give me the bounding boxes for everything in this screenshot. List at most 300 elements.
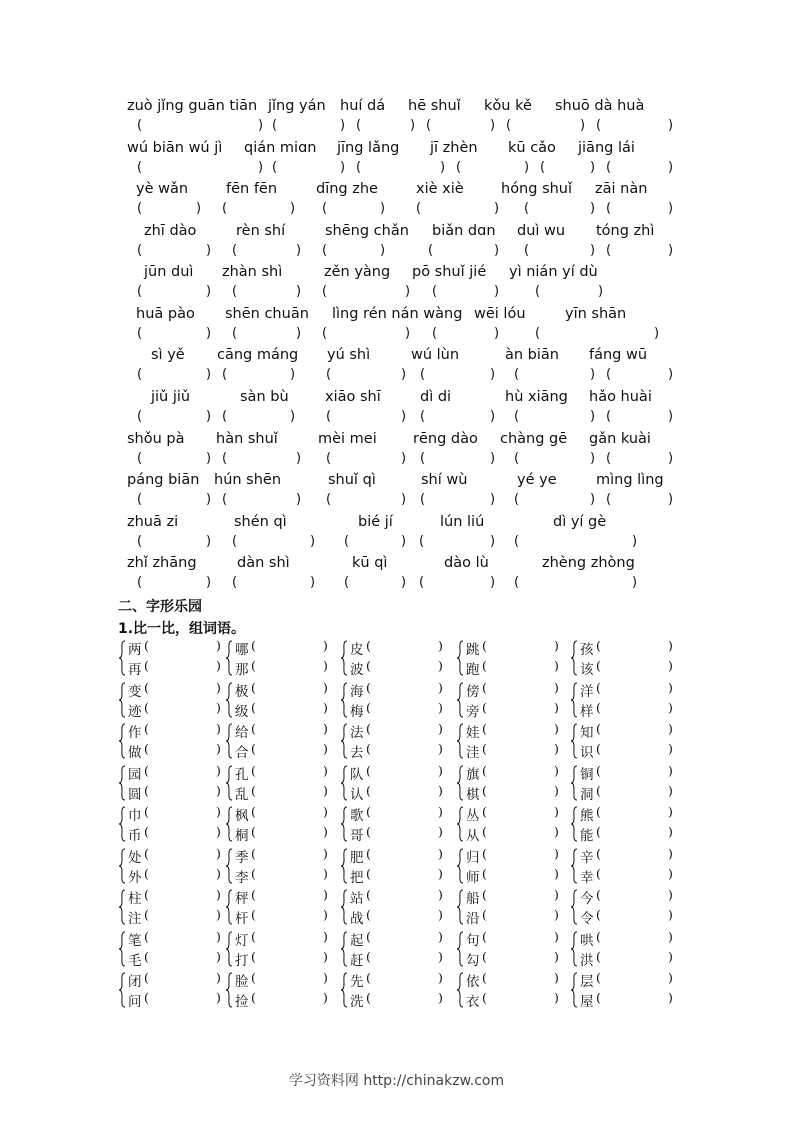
answer-blank-close[interactable]: ) (438, 948, 443, 964)
answer-blank-close[interactable]: ) (554, 907, 559, 922)
answer-blank-close[interactable]: ) (216, 741, 221, 756)
answer-blank-close[interactable]: ) (206, 409, 212, 424)
answer-blank-open[interactable]: ( (596, 865, 601, 881)
answer-blank-close[interactable]: ) (590, 451, 596, 466)
answer-blank-close[interactable]: ) (668, 201, 674, 216)
answer-blank-close[interactable]: ) (590, 201, 596, 216)
answer-blank-close[interactable]: ) (668, 990, 673, 1005)
answer-blank-close[interactable]: ) (438, 804, 443, 819)
answer-blank-close[interactable]: ) (196, 201, 202, 216)
answer-blank-open[interactable]: ( (144, 970, 149, 985)
answer-blank-open[interactable]: ( (137, 575, 143, 590)
answer-blank-open[interactable]: ( (596, 907, 601, 922)
answer-blank-open[interactable]: ( (482, 679, 487, 695)
answer-blank-open[interactable]: ( (251, 865, 256, 881)
answer-blank-close[interactable]: ) (323, 699, 328, 715)
answer-blank-open[interactable]: ( (144, 658, 149, 673)
answer-blank-close[interactable]: ) (668, 699, 673, 715)
answer-blank-open[interactable]: ( (419, 534, 425, 549)
answer-blank-close[interactable]: ) (323, 762, 328, 778)
answer-blank-close[interactable]: ) (216, 699, 221, 715)
answer-blank-close[interactable]: ) (296, 284, 302, 299)
answer-blank-close[interactable]: ) (258, 118, 264, 133)
answer-blank-close[interactable]: ) (323, 970, 328, 985)
answer-blank-open[interactable]: ( (232, 326, 238, 341)
answer-blank-close[interactable]: ) (668, 845, 673, 861)
answer-blank-open[interactable]: ( (144, 948, 149, 964)
answer-blank-open[interactable]: ( (251, 658, 256, 673)
answer-blank-close[interactable]: ) (323, 907, 328, 922)
answer-blank-close[interactable]: ) (438, 741, 443, 756)
answer-blank-close[interactable]: ) (554, 782, 559, 798)
answer-blank-close[interactable]: ) (668, 741, 673, 756)
answer-blank-close[interactable]: ) (554, 928, 559, 944)
answer-blank-close[interactable]: ) (438, 990, 443, 1005)
answer-blank-open[interactable]: ( (606, 243, 612, 258)
answer-blank-open[interactable]: ( (222, 367, 228, 382)
answer-blank-close[interactable]: ) (668, 679, 673, 695)
answer-blank-open[interactable]: ( (366, 804, 371, 819)
answer-blank-open[interactable]: ( (322, 201, 328, 216)
answer-blank-open[interactable]: ( (251, 887, 256, 902)
answer-blank-open[interactable]: ( (137, 243, 143, 258)
answer-blank-close[interactable]: ) (554, 804, 559, 819)
answer-blank-open[interactable]: ( (251, 762, 256, 778)
answer-blank-close[interactable]: ) (323, 741, 328, 756)
answer-blank-close[interactable]: ) (380, 243, 386, 258)
answer-blank-close[interactable]: ) (494, 284, 500, 299)
answer-blank-open[interactable]: ( (596, 679, 601, 695)
answer-blank-close[interactable]: ) (668, 887, 673, 902)
answer-blank-open[interactable]: ( (144, 782, 149, 798)
answer-blank-close[interactable]: ) (490, 534, 496, 549)
answer-blank-open[interactable]: ( (420, 409, 426, 424)
answer-blank-close[interactable]: ) (668, 907, 673, 922)
answer-blank-close[interactable]: ) (490, 367, 496, 382)
answer-blank-close[interactable]: ) (216, 970, 221, 985)
answer-blank-close[interactable]: ) (632, 575, 638, 590)
answer-blank-open[interactable]: ( (596, 970, 601, 985)
answer-blank-open[interactable]: ( (322, 326, 328, 341)
answer-blank-open[interactable]: ( (514, 451, 520, 466)
answer-blank-open[interactable]: ( (482, 699, 487, 715)
answer-blank-open[interactable]: ( (606, 201, 612, 216)
answer-blank-open[interactable]: ( (137, 534, 143, 549)
answer-blank-open[interactable]: ( (251, 638, 256, 653)
answer-blank-open[interactable]: ( (514, 492, 520, 507)
answer-blank-open[interactable]: ( (596, 638, 601, 653)
answer-blank-open[interactable]: ( (482, 990, 487, 1005)
answer-blank-close[interactable]: ) (438, 699, 443, 715)
answer-blank-open[interactable]: ( (251, 970, 256, 985)
answer-blank-open[interactable]: ( (606, 492, 612, 507)
answer-blank-open[interactable]: ( (606, 160, 612, 175)
answer-blank-close[interactable]: ) (554, 638, 559, 653)
answer-blank-open[interactable]: ( (482, 887, 487, 902)
answer-blank-close[interactable]: ) (668, 948, 673, 964)
answer-blank-open[interactable]: ( (251, 804, 256, 819)
answer-blank-close[interactable]: ) (590, 492, 596, 507)
answer-blank-close[interactable]: ) (216, 721, 221, 736)
answer-blank-open[interactable]: ( (232, 575, 238, 590)
answer-blank-close[interactable]: ) (438, 782, 443, 798)
answer-blank-open[interactable]: ( (251, 782, 256, 798)
answer-blank-open[interactable]: ( (251, 990, 256, 1005)
answer-blank-open[interactable]: ( (416, 201, 422, 216)
answer-blank-close[interactable]: ) (554, 948, 559, 964)
answer-blank-open[interactable]: ( (596, 948, 601, 964)
answer-blank-close[interactable]: ) (380, 201, 386, 216)
answer-blank-close[interactable]: ) (216, 679, 221, 695)
answer-blank-open[interactable]: ( (144, 824, 149, 839)
answer-blank-open[interactable]: ( (137, 284, 143, 299)
answer-blank-close[interactable]: ) (323, 887, 328, 902)
answer-blank-close[interactable]: ) (216, 804, 221, 819)
answer-blank-close[interactable]: ) (668, 243, 674, 258)
answer-blank-close[interactable]: ) (524, 160, 530, 175)
answer-blank-close[interactable]: ) (323, 679, 328, 695)
answer-blank-open[interactable]: ( (524, 201, 530, 216)
answer-blank-open[interactable]: ( (251, 948, 256, 964)
answer-blank-open[interactable]: ( (596, 658, 601, 673)
answer-blank-open[interactable]: ( (137, 367, 143, 382)
answer-blank-close[interactable]: ) (438, 824, 443, 839)
answer-blank-open[interactable]: ( (482, 762, 487, 778)
answer-blank-close[interactable]: ) (590, 160, 596, 175)
answer-blank-open[interactable]: ( (596, 804, 601, 819)
answer-blank-close[interactable]: ) (554, 741, 559, 756)
answer-blank-close[interactable]: ) (554, 970, 559, 985)
answer-blank-open[interactable]: ( (251, 721, 256, 736)
answer-blank-close[interactable]: ) (290, 367, 296, 382)
answer-blank-open[interactable]: ( (356, 160, 362, 175)
answer-blank-open[interactable]: ( (137, 160, 143, 175)
answer-blank-open[interactable]: ( (144, 638, 149, 653)
answer-blank-open[interactable]: ( (251, 679, 256, 695)
answer-blank-open[interactable]: ( (251, 928, 256, 944)
answer-blank-close[interactable]: ) (554, 865, 559, 881)
answer-blank-open[interactable]: ( (596, 782, 601, 798)
answer-blank-close[interactable]: ) (323, 804, 328, 819)
answer-blank-open[interactable]: ( (596, 845, 601, 861)
answer-blank-open[interactable]: ( (482, 845, 487, 861)
answer-blank-open[interactable]: ( (366, 699, 371, 715)
answer-blank-open[interactable]: ( (344, 534, 350, 549)
answer-blank-open[interactable]: ( (344, 575, 350, 590)
answer-blank-open[interactable]: ( (251, 845, 256, 861)
answer-blank-open[interactable]: ( (144, 907, 149, 922)
answer-blank-close[interactable]: ) (401, 367, 407, 382)
answer-blank-close[interactable]: ) (668, 492, 674, 507)
answer-blank-open[interactable]: ( (482, 970, 487, 985)
answer-blank-open[interactable]: ( (596, 824, 601, 839)
answer-blank-close[interactable]: ) (216, 865, 221, 881)
answer-blank-close[interactable]: ) (654, 326, 660, 341)
answer-blank-open[interactable]: ( (232, 243, 238, 258)
answer-blank-close[interactable]: ) (554, 721, 559, 736)
answer-blank-open[interactable]: ( (137, 118, 143, 133)
answer-blank-open[interactable]: ( (144, 928, 149, 944)
answer-blank-open[interactable]: ( (514, 534, 520, 549)
answer-blank-close[interactable]: ) (216, 990, 221, 1005)
answer-blank-open[interactable]: ( (366, 762, 371, 778)
answer-blank-open[interactable]: ( (596, 887, 601, 902)
answer-blank-close[interactable]: ) (494, 201, 500, 216)
answer-blank-open[interactable]: ( (482, 907, 487, 922)
answer-blank-open[interactable]: ( (514, 575, 520, 590)
answer-blank-open[interactable]: ( (326, 492, 332, 507)
answer-blank-open[interactable]: ( (606, 451, 612, 466)
answer-blank-close[interactable]: ) (310, 534, 316, 549)
answer-blank-open[interactable]: ( (366, 845, 371, 861)
answer-blank-open[interactable]: ( (366, 721, 371, 736)
answer-blank-close[interactable]: ) (206, 492, 212, 507)
answer-blank-open[interactable]: ( (366, 887, 371, 902)
answer-blank-open[interactable]: ( (514, 367, 520, 382)
answer-blank-open[interactable]: ( (524, 243, 530, 258)
answer-blank-close[interactable]: ) (554, 658, 559, 673)
answer-blank-open[interactable]: ( (322, 284, 328, 299)
answer-blank-close[interactable]: ) (323, 658, 328, 673)
answer-blank-open[interactable]: ( (222, 492, 228, 507)
answer-blank-close[interactable]: ) (494, 243, 500, 258)
answer-blank-close[interactable]: ) (438, 658, 443, 673)
answer-blank-close[interactable]: ) (206, 284, 212, 299)
answer-blank-open[interactable]: ( (420, 492, 426, 507)
answer-blank-close[interactable]: ) (490, 409, 496, 424)
answer-blank-close[interactable]: ) (216, 762, 221, 778)
answer-blank-open[interactable]: ( (366, 970, 371, 985)
answer-blank-close[interactable]: ) (216, 887, 221, 902)
answer-blank-open[interactable]: ( (366, 741, 371, 756)
answer-blank-open[interactable]: ( (137, 492, 143, 507)
answer-blank-close[interactable]: ) (296, 326, 302, 341)
answer-blank-open[interactable]: ( (232, 534, 238, 549)
answer-blank-close[interactable]: ) (668, 451, 674, 466)
answer-blank-close[interactable]: ) (340, 160, 346, 175)
answer-blank-close[interactable]: ) (668, 658, 673, 673)
answer-blank-open[interactable]: ( (482, 782, 487, 798)
answer-blank-close[interactable]: ) (438, 721, 443, 736)
answer-blank-close[interactable]: ) (668, 721, 673, 736)
answer-blank-close[interactable]: ) (401, 451, 407, 466)
answer-blank-open[interactable]: ( (144, 845, 149, 861)
answer-blank-close[interactable]: ) (438, 845, 443, 861)
answer-blank-open[interactable]: ( (232, 284, 238, 299)
answer-blank-open[interactable]: ( (356, 118, 362, 133)
answer-blank-close[interactable]: ) (296, 243, 302, 258)
answer-blank-open[interactable]: ( (419, 575, 425, 590)
answer-blank-close[interactable]: ) (323, 782, 328, 798)
answer-blank-open[interactable]: ( (426, 118, 432, 133)
answer-blank-open[interactable]: ( (596, 741, 601, 756)
answer-blank-open[interactable]: ( (222, 451, 228, 466)
answer-blank-open[interactable]: ( (482, 658, 487, 673)
answer-blank-close[interactable]: ) (405, 284, 411, 299)
answer-blank-open[interactable]: ( (137, 201, 143, 216)
answer-blank-open[interactable]: ( (251, 907, 256, 922)
answer-blank-open[interactable]: ( (322, 243, 328, 258)
answer-blank-close[interactable]: ) (323, 721, 328, 736)
answer-blank-open[interactable]: ( (366, 638, 371, 653)
answer-blank-close[interactable]: ) (490, 451, 496, 466)
answer-blank-close[interactable]: ) (290, 409, 296, 424)
answer-blank-open[interactable]: ( (272, 160, 278, 175)
answer-blank-close[interactable]: ) (310, 575, 316, 590)
answer-blank-open[interactable]: ( (326, 367, 332, 382)
answer-blank-close[interactable]: ) (401, 409, 407, 424)
answer-blank-open[interactable]: ( (596, 721, 601, 736)
answer-blank-close[interactable]: ) (401, 575, 407, 590)
answer-blank-open[interactable]: ( (366, 907, 371, 922)
answer-blank-open[interactable]: ( (144, 679, 149, 695)
answer-blank-close[interactable]: ) (440, 160, 446, 175)
answer-blank-open[interactable]: ( (514, 409, 520, 424)
answer-blank-close[interactable]: ) (554, 679, 559, 695)
answer-blank-close[interactable]: ) (438, 865, 443, 881)
answer-blank-close[interactable]: ) (668, 782, 673, 798)
answer-blank-close[interactable]: ) (410, 118, 416, 133)
answer-blank-close[interactable]: ) (216, 948, 221, 964)
answer-blank-close[interactable]: ) (632, 534, 638, 549)
answer-blank-close[interactable]: ) (668, 804, 673, 819)
answer-blank-open[interactable]: ( (482, 928, 487, 944)
answer-blank-open[interactable]: ( (366, 865, 371, 881)
answer-blank-open[interactable]: ( (428, 243, 434, 258)
answer-blank-open[interactable]: ( (137, 326, 143, 341)
answer-blank-open[interactable]: ( (137, 409, 143, 424)
answer-blank-close[interactable]: ) (206, 451, 212, 466)
answer-blank-close[interactable]: ) (438, 928, 443, 944)
answer-blank-close[interactable]: ) (206, 243, 212, 258)
answer-blank-open[interactable]: ( (144, 865, 149, 881)
answer-blank-open[interactable]: ( (222, 409, 228, 424)
answer-blank-close[interactable]: ) (323, 948, 328, 964)
answer-blank-open[interactable]: ( (596, 928, 601, 944)
answer-blank-close[interactable]: ) (554, 845, 559, 861)
answer-blank-close[interactable]: ) (490, 492, 496, 507)
answer-blank-close[interactable]: ) (554, 990, 559, 1005)
answer-blank-open[interactable]: ( (366, 658, 371, 673)
answer-blank-open[interactable]: ( (432, 326, 438, 341)
answer-blank-open[interactable]: ( (482, 638, 487, 653)
answer-blank-close[interactable]: ) (598, 284, 604, 299)
answer-blank-close[interactable]: ) (668, 762, 673, 778)
answer-blank-close[interactable]: ) (668, 367, 674, 382)
answer-blank-close[interactable]: ) (438, 907, 443, 922)
answer-blank-open[interactable]: ( (144, 990, 149, 1005)
answer-blank-close[interactable]: ) (323, 638, 328, 653)
answer-blank-open[interactable]: ( (137, 451, 143, 466)
answer-blank-open[interactable]: ( (366, 782, 371, 798)
answer-blank-close[interactable]: ) (216, 907, 221, 922)
answer-blank-close[interactable]: ) (590, 367, 596, 382)
answer-blank-open[interactable]: ( (606, 367, 612, 382)
answer-blank-close[interactable]: ) (438, 762, 443, 778)
answer-blank-open[interactable]: ( (606, 409, 612, 424)
answer-blank-open[interactable]: ( (326, 451, 332, 466)
answer-blank-close[interactable]: ) (216, 928, 221, 944)
answer-blank-open[interactable]: ( (251, 741, 256, 756)
answer-blank-close[interactable]: ) (206, 575, 212, 590)
answer-blank-close[interactable]: ) (580, 118, 586, 133)
answer-blank-close[interactable]: ) (590, 243, 596, 258)
answer-blank-close[interactable]: ) (216, 638, 221, 653)
answer-blank-open[interactable]: ( (144, 804, 149, 819)
answer-blank-open[interactable]: ( (420, 451, 426, 466)
answer-blank-open[interactable]: ( (272, 118, 278, 133)
answer-blank-close[interactable]: ) (490, 575, 496, 590)
answer-blank-close[interactable]: ) (258, 160, 264, 175)
answer-blank-close[interactable]: ) (668, 970, 673, 985)
answer-blank-close[interactable]: ) (438, 887, 443, 902)
answer-blank-close[interactable]: ) (554, 699, 559, 715)
answer-blank-close[interactable]: ) (438, 638, 443, 653)
answer-blank-close[interactable]: ) (668, 865, 673, 881)
answer-blank-close[interactable]: ) (290, 201, 296, 216)
answer-blank-close[interactable]: ) (494, 326, 500, 341)
answer-blank-open[interactable]: ( (222, 201, 228, 216)
answer-blank-open[interactable]: ( (482, 741, 487, 756)
answer-blank-open[interactable]: ( (251, 824, 256, 839)
answer-blank-open[interactable]: ( (144, 762, 149, 778)
answer-blank-close[interactable]: ) (296, 451, 302, 466)
answer-blank-open[interactable]: ( (326, 409, 332, 424)
answer-blank-open[interactable]: ( (144, 741, 149, 756)
answer-blank-open[interactable]: ( (482, 865, 487, 881)
answer-blank-close[interactable]: ) (554, 762, 559, 778)
answer-blank-close[interactable]: ) (490, 118, 496, 133)
answer-blank-close[interactable]: ) (554, 824, 559, 839)
answer-blank-open[interactable]: ( (366, 990, 371, 1005)
answer-blank-close[interactable]: ) (668, 160, 674, 175)
answer-blank-open[interactable]: ( (456, 160, 462, 175)
answer-blank-open[interactable]: ( (506, 118, 512, 133)
answer-blank-open[interactable]: ( (482, 948, 487, 964)
answer-blank-open[interactable]: ( (251, 699, 256, 715)
answer-blank-close[interactable]: ) (590, 409, 596, 424)
answer-blank-open[interactable]: ( (535, 284, 541, 299)
answer-blank-open[interactable]: ( (144, 699, 149, 715)
answer-blank-close[interactable]: ) (438, 970, 443, 985)
answer-blank-open[interactable]: ( (482, 721, 487, 736)
answer-blank-close[interactable]: ) (216, 782, 221, 798)
answer-blank-open[interactable]: ( (366, 824, 371, 839)
answer-blank-open[interactable]: ( (596, 699, 601, 715)
answer-blank-close[interactable]: ) (206, 534, 212, 549)
answer-blank-open[interactable]: ( (482, 804, 487, 819)
answer-blank-close[interactable]: ) (323, 990, 328, 1005)
answer-blank-close[interactable]: ) (405, 326, 411, 341)
answer-blank-close[interactable]: ) (668, 928, 673, 944)
answer-blank-close[interactable]: ) (216, 845, 221, 861)
answer-blank-close[interactable]: ) (668, 638, 673, 653)
answer-blank-open[interactable]: ( (482, 824, 487, 839)
answer-blank-open[interactable]: ( (596, 762, 601, 778)
answer-blank-close[interactable]: ) (668, 409, 674, 424)
answer-blank-open[interactable]: ( (596, 118, 602, 133)
answer-blank-open[interactable]: ( (366, 928, 371, 944)
answer-blank-close[interactable]: ) (323, 865, 328, 881)
answer-blank-close[interactable]: ) (401, 534, 407, 549)
answer-blank-close[interactable]: ) (323, 845, 328, 861)
answer-blank-open[interactable]: ( (144, 887, 149, 902)
answer-blank-close[interactable]: ) (554, 887, 559, 902)
answer-blank-close[interactable]: ) (323, 824, 328, 839)
answer-blank-open[interactable]: ( (432, 284, 438, 299)
answer-blank-open[interactable]: ( (420, 367, 426, 382)
answer-blank-close[interactable]: ) (323, 928, 328, 944)
